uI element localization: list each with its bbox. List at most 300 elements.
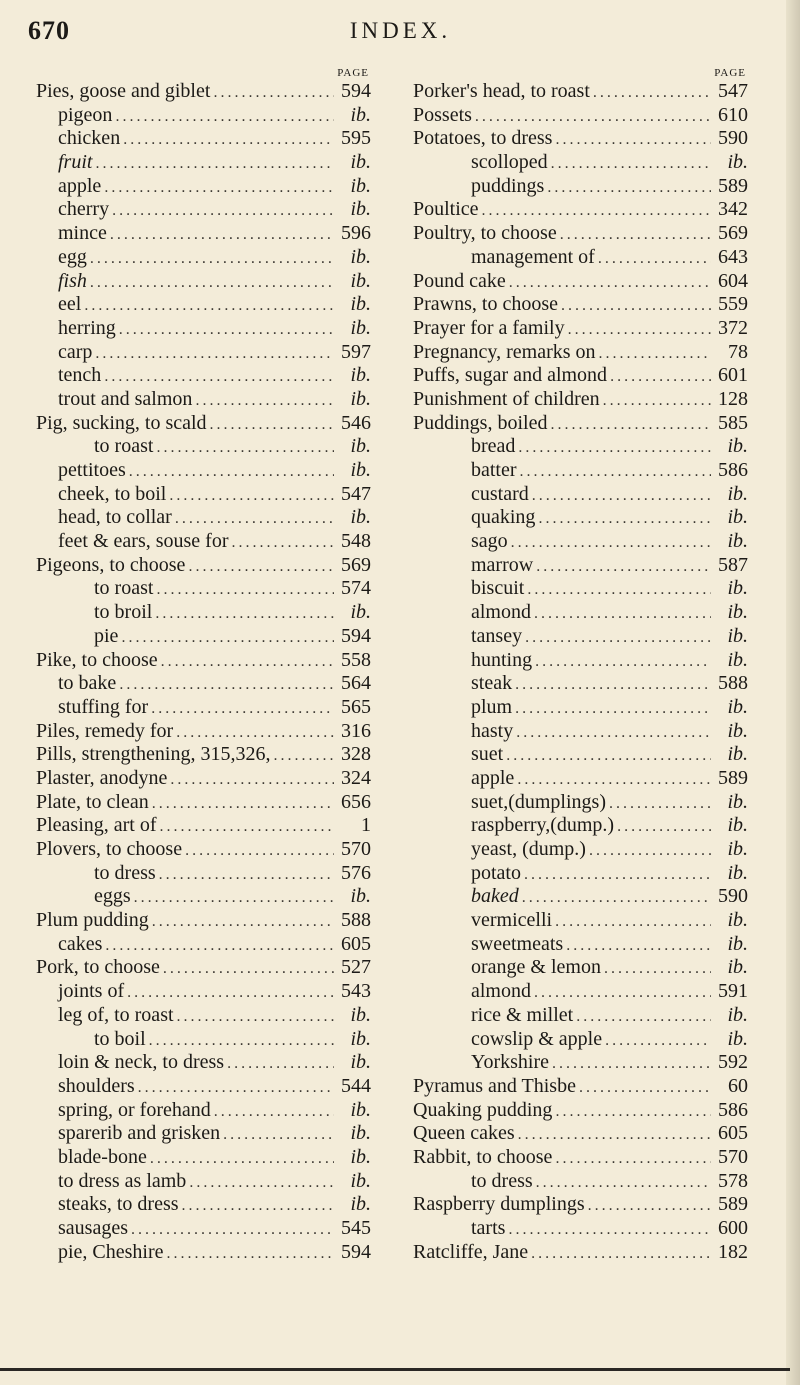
entry-page: 547 — [718, 80, 748, 102]
entry-page: ib. — [350, 601, 371, 624]
entry-text: pie — [94, 624, 119, 647]
index-entry — [36, 483, 371, 507]
entry-text: bread — [471, 435, 516, 458]
entry-text: sago — [471, 530, 508, 553]
index-entry — [36, 412, 371, 436]
entry-text: puddings — [471, 174, 545, 197]
dot-leader — [223, 1123, 334, 1147]
index-column-left — [36, 66, 371, 1264]
index-entry — [36, 270, 371, 294]
entry-page: ib. — [350, 316, 371, 339]
dot-leader — [152, 910, 334, 934]
dot-leader — [579, 1076, 711, 1100]
index-entry — [413, 317, 748, 341]
index-entry — [413, 270, 748, 294]
entry-page: 595 — [341, 127, 371, 150]
dot-leader — [115, 105, 334, 129]
entry-page: 610 — [718, 103, 748, 126]
index-entry — [413, 767, 748, 791]
entry-text: Pills, strengthening, 315,326, — [36, 743, 271, 766]
entry-text: potato — [471, 861, 521, 884]
entry-page: 587 — [718, 553, 748, 576]
entry-page: ib. — [727, 648, 748, 671]
entry-page: 589 — [718, 1193, 748, 1216]
index-entry — [36, 317, 371, 341]
entry-page: 565 — [341, 695, 371, 718]
entry-page: 604 — [718, 269, 748, 292]
index-entry — [413, 696, 748, 720]
entry-page: ib. — [350, 1145, 371, 1168]
dot-leader — [518, 1123, 711, 1147]
entry-page: ib. — [727, 861, 748, 884]
index-column-right — [413, 66, 748, 1264]
entry-text: Queen cakes — [413, 1122, 515, 1145]
entry-text: Pig, sucking, to scald — [36, 411, 207, 434]
index-entry — [36, 980, 371, 1004]
entry-text: eggs — [94, 885, 131, 908]
entry-page: ib. — [727, 506, 748, 529]
dot-leader — [555, 1147, 711, 1171]
dot-leader — [90, 247, 334, 271]
index-entry — [36, 293, 371, 317]
dot-leader — [127, 981, 334, 1005]
index-entry — [36, 1146, 371, 1170]
index-entry — [413, 743, 748, 767]
index-entry — [413, 672, 748, 696]
entry-page: 588 — [341, 909, 371, 932]
entry-text: cowslip & apple — [471, 1027, 603, 1050]
index-entry — [413, 1122, 748, 1146]
dot-leader — [163, 957, 334, 981]
index-entry — [413, 862, 748, 886]
dot-leader — [150, 1147, 334, 1171]
dot-leader — [509, 271, 711, 295]
entry-page: 372 — [718, 316, 748, 339]
index-entry — [413, 1004, 748, 1028]
dot-leader — [156, 436, 334, 460]
entry-page: ib. — [727, 601, 748, 624]
entry-page: ib. — [350, 435, 371, 458]
entry-text: steaks, to dress — [58, 1193, 179, 1216]
entry-text: loin & neck, to dress — [58, 1051, 225, 1074]
entry-text: chicken — [58, 127, 121, 150]
entry-page: ib. — [727, 932, 748, 955]
dot-leader — [112, 199, 334, 223]
entry-text: marrow — [471, 553, 534, 576]
entry-page: ib. — [727, 151, 748, 174]
entry-text: herring — [58, 316, 116, 339]
dot-leader — [534, 981, 711, 1005]
dot-leader — [273, 744, 334, 768]
entry-text: stuffing for — [58, 695, 149, 718]
dot-leader — [555, 128, 711, 152]
dot-leader — [555, 910, 711, 934]
entry-text: raspberry,(dump.) — [471, 814, 615, 837]
entry-text: Plovers, to choose — [36, 838, 183, 860]
entry-page: 601 — [718, 364, 748, 387]
dot-leader — [189, 1171, 334, 1195]
dot-leader — [185, 839, 334, 863]
dot-leader — [527, 578, 711, 602]
index-entry — [36, 601, 371, 625]
dot-leader — [151, 697, 334, 721]
entry-page: 586 — [718, 459, 748, 481]
dot-leader — [160, 815, 334, 839]
entry-text: Piles, remedy for — [36, 719, 174, 742]
index-entry — [413, 1075, 748, 1099]
dot-leader — [520, 460, 711, 484]
entry-page: ib. — [727, 482, 748, 505]
index-entry — [36, 1075, 371, 1099]
entry-text: blade-bone — [58, 1145, 147, 1168]
index-entry — [36, 198, 371, 222]
index-entry — [36, 672, 371, 696]
entry-text: to boil — [94, 1027, 146, 1050]
index-entry — [36, 1051, 371, 1075]
entry-page: ib. — [350, 269, 371, 292]
entry-text: Pregnancy, remarks on — [413, 340, 596, 363]
dot-leader — [518, 436, 711, 460]
index-entry — [413, 577, 748, 601]
entry-page: 590 — [718, 127, 748, 150]
index-entry — [36, 388, 371, 412]
page-header — [28, 16, 773, 46]
entry-text: Possets — [413, 103, 472, 126]
entry-page: 570 — [718, 1145, 748, 1168]
entry-text: sausages — [58, 1217, 128, 1239]
dot-leader — [560, 223, 711, 247]
entry-text: hasty — [471, 719, 514, 742]
entry-text: sparerib and grisken — [58, 1122, 221, 1145]
dot-leader — [214, 1100, 334, 1124]
index-entry — [36, 885, 371, 909]
entry-text: batter — [471, 459, 517, 481]
index-entry — [36, 104, 371, 128]
dot-leader — [210, 413, 334, 437]
entry-text: to dress — [471, 1169, 533, 1192]
dot-leader — [123, 128, 334, 152]
entry-page: 328 — [341, 743, 371, 766]
index-entry — [413, 791, 748, 815]
index-entry — [36, 838, 371, 862]
entry-page: 586 — [718, 1098, 748, 1121]
entry-text: Plum pudding — [36, 909, 149, 932]
entry-text: management of — [471, 245, 595, 268]
dot-leader — [95, 342, 334, 366]
entry-page: 546 — [341, 411, 371, 434]
entry-page: 578 — [718, 1169, 748, 1192]
entry-page: 548 — [341, 530, 371, 553]
dot-leader — [213, 81, 334, 105]
entry-text: vermicelli — [471, 909, 553, 932]
dot-leader — [604, 957, 711, 981]
entry-page: 78 — [728, 340, 748, 363]
dot-leader — [538, 507, 711, 531]
entry-page: 569 — [718, 222, 748, 245]
index-entry — [413, 1241, 748, 1265]
dot-leader — [598, 247, 711, 271]
entry-text: to dress as lamb — [58, 1169, 187, 1192]
entry-text: Porker's head, to roast — [413, 80, 590, 102]
page-number: 670 — [28, 16, 70, 45]
entry-page: ib. — [350, 245, 371, 268]
entry-text: tansey — [471, 624, 523, 647]
index-entry — [413, 980, 748, 1004]
entry-text: cheek, to boil — [58, 482, 167, 505]
entry-page: ib. — [350, 293, 371, 316]
index-entry — [36, 625, 371, 649]
dot-leader — [511, 531, 711, 555]
entry-text: apple — [58, 174, 102, 197]
index-entry — [36, 1193, 371, 1217]
entry-page: ib. — [727, 624, 748, 647]
index-entry — [413, 1051, 748, 1075]
dot-leader — [515, 697, 711, 721]
entry-page: ib. — [727, 435, 748, 458]
entry-page: ib. — [350, 1051, 371, 1074]
index-entry — [36, 909, 371, 933]
entry-text: feet & ears, souse for — [58, 530, 229, 553]
dot-leader — [536, 555, 711, 579]
index-entry — [413, 649, 748, 673]
entry-text: Pike, to choose — [36, 648, 158, 671]
index-entry — [413, 554, 748, 578]
entry-page: ib. — [350, 1003, 371, 1026]
dot-leader — [104, 176, 334, 200]
entry-page: ib. — [350, 1027, 371, 1050]
entry-page: 590 — [718, 885, 748, 908]
bottom-rule — [0, 1368, 790, 1371]
index-entry — [413, 885, 748, 909]
entry-page: 585 — [718, 411, 748, 434]
dot-leader — [129, 460, 334, 484]
index-entry — [36, 743, 371, 767]
dot-leader — [176, 721, 334, 745]
entry-page: 600 — [718, 1217, 748, 1239]
entry-text: Raspberry dumplings — [413, 1193, 585, 1216]
index-entry — [36, 1170, 371, 1194]
entry-text: almond — [471, 980, 531, 1003]
index-entry — [36, 696, 371, 720]
entry-page: 545 — [341, 1217, 371, 1239]
entry-text: custard — [471, 482, 529, 505]
index-entry — [36, 1004, 371, 1028]
index-entries — [413, 80, 748, 1264]
dot-leader — [593, 81, 711, 105]
entry-text: Prawns, to choose — [413, 293, 558, 316]
index-entry — [36, 1099, 371, 1123]
dot-leader — [155, 602, 334, 626]
entry-text: hunting — [471, 648, 533, 671]
page-edge — [786, 0, 800, 1385]
entry-text: steak — [471, 672, 513, 695]
index-entry — [413, 104, 748, 128]
entry-text: Potatoes, to dress — [413, 127, 553, 150]
index-entry — [413, 127, 748, 151]
index-entry — [413, 601, 748, 625]
dot-leader — [605, 1029, 711, 1053]
entry-text: pigeon — [58, 103, 113, 126]
entry-page: 564 — [341, 672, 371, 695]
entry-text: Quaking pudding — [413, 1098, 553, 1121]
index-entry — [36, 341, 371, 365]
entry-text: sweetmeats — [471, 932, 564, 955]
entry-text: almond — [471, 601, 531, 624]
entry-text: joints of — [58, 980, 125, 1003]
dot-leader — [119, 318, 334, 342]
dot-leader — [547, 176, 711, 200]
entry-page: ib. — [350, 506, 371, 529]
index-entry — [413, 909, 748, 933]
entry-page: ib. — [350, 1169, 371, 1192]
dot-leader — [506, 744, 711, 768]
dot-leader — [167, 1242, 334, 1266]
entry-page: 559 — [718, 293, 748, 316]
entry-page: ib. — [350, 1193, 371, 1216]
dot-leader — [232, 531, 335, 555]
index-entry — [36, 1217, 371, 1241]
entry-page: ib. — [727, 1027, 748, 1050]
dot-leader — [508, 1218, 711, 1242]
entry-text: yeast, (dump.) — [471, 838, 586, 860]
entry-page: ib. — [350, 885, 371, 908]
index-entries — [36, 80, 371, 1264]
entry-text: suet — [471, 743, 504, 766]
index-entry — [413, 364, 748, 388]
entry-page: ib. — [350, 174, 371, 197]
entry-text: Yorkshire — [471, 1051, 549, 1074]
index-entry — [413, 506, 748, 530]
index-entry — [413, 483, 748, 507]
index-entry — [413, 246, 748, 270]
running-head: INDEX. — [349, 18, 452, 43]
entry-page: 60 — [728, 1074, 748, 1097]
entry-page: ib. — [727, 790, 748, 813]
index-entry — [36, 151, 371, 175]
entry-page: ib. — [727, 838, 748, 860]
entry-page: 547 — [341, 482, 371, 505]
entry-text: to dress — [94, 861, 156, 884]
dot-leader — [105, 934, 334, 958]
index-entry — [413, 293, 748, 317]
index-entry — [36, 1028, 371, 1052]
entry-text: plum — [471, 695, 513, 718]
entry-page: 527 — [341, 956, 371, 979]
dot-leader — [195, 389, 334, 413]
dot-leader — [134, 886, 334, 910]
dot-leader — [90, 271, 334, 295]
index-entry — [413, 459, 748, 483]
entry-page: ib. — [727, 695, 748, 718]
index-entry — [413, 1146, 748, 1170]
index-entry — [413, 933, 748, 957]
entry-page: ib. — [350, 103, 371, 126]
dot-leader — [156, 578, 334, 602]
entry-text: Rabbit, to choose — [413, 1145, 553, 1168]
dot-leader — [84, 294, 334, 318]
entry-text: cherry — [58, 198, 110, 221]
dot-leader — [568, 318, 711, 342]
index-entry — [36, 1122, 371, 1146]
index-entry — [36, 364, 371, 388]
entry-text: fruit — [58, 151, 93, 174]
entry-page: 589 — [718, 174, 748, 197]
dot-leader — [110, 223, 334, 247]
dot-leader — [227, 1052, 334, 1076]
dot-leader — [182, 1194, 334, 1218]
index-entry — [36, 956, 371, 980]
entry-text: Puddings, boiled — [413, 411, 548, 434]
entry-text: Poultry, to choose — [413, 222, 557, 245]
dot-leader — [121, 626, 334, 650]
index-entry — [36, 459, 371, 483]
dot-leader — [169, 484, 334, 508]
entry-text: Plaster, anodyne — [36, 766, 168, 789]
entry-page: 591 — [718, 980, 748, 1003]
entry-page: ib. — [727, 1003, 748, 1026]
dot-leader — [536, 1171, 711, 1195]
entry-page: ib. — [350, 151, 371, 174]
entry-text: apple — [471, 766, 515, 789]
entry-text: suet,(dumplings) — [471, 790, 606, 813]
entry-text: to roast — [94, 577, 154, 600]
entry-text: spring, or forehand — [58, 1098, 211, 1121]
index-entry — [36, 530, 371, 554]
entry-text: leg of, to roast — [58, 1003, 174, 1026]
entry-text: pettitoes — [58, 459, 126, 481]
index-entry — [36, 127, 371, 151]
index-entry — [36, 1241, 371, 1265]
entry-text: Pound cake — [413, 269, 506, 292]
dot-leader — [170, 768, 334, 792]
entry-page: 605 — [718, 1122, 748, 1145]
index-entry — [36, 814, 371, 838]
entry-text: Pies, goose and giblet — [36, 80, 211, 102]
index-entry — [36, 80, 371, 104]
index-entry — [413, 1170, 748, 1194]
entry-page: ib. — [350, 459, 371, 481]
entry-text: tench — [58, 364, 102, 387]
dot-leader — [534, 602, 711, 626]
entry-text: shoulders — [58, 1074, 135, 1097]
dot-leader — [149, 1029, 334, 1053]
entry-text: rice & millet — [471, 1003, 574, 1026]
entry-page: ib. — [727, 909, 748, 932]
dot-leader — [588, 1194, 711, 1218]
entry-text: tarts — [471, 1217, 506, 1239]
entry-page: ib. — [350, 1122, 371, 1145]
entry-page: 597 — [341, 340, 371, 363]
index-entry — [413, 1217, 748, 1241]
dot-leader — [589, 839, 711, 863]
entry-text: Poultice — [413, 198, 479, 221]
entry-text: biscuit — [471, 577, 525, 600]
entry-text: Puffs, sugar and almond — [413, 364, 608, 387]
index-entry — [36, 506, 371, 530]
dot-leader — [576, 1005, 711, 1029]
dot-leader — [617, 815, 711, 839]
index-entry — [36, 767, 371, 791]
entry-page: 574 — [341, 577, 371, 600]
entry-page: 543 — [341, 980, 371, 1003]
entry-page: 596 — [341, 222, 371, 245]
index-entry — [36, 577, 371, 601]
index-entry — [36, 435, 371, 459]
index-entry — [413, 838, 748, 862]
entry-page: 594 — [341, 624, 371, 647]
index-entry — [36, 933, 371, 957]
entry-page: 594 — [341, 80, 371, 102]
